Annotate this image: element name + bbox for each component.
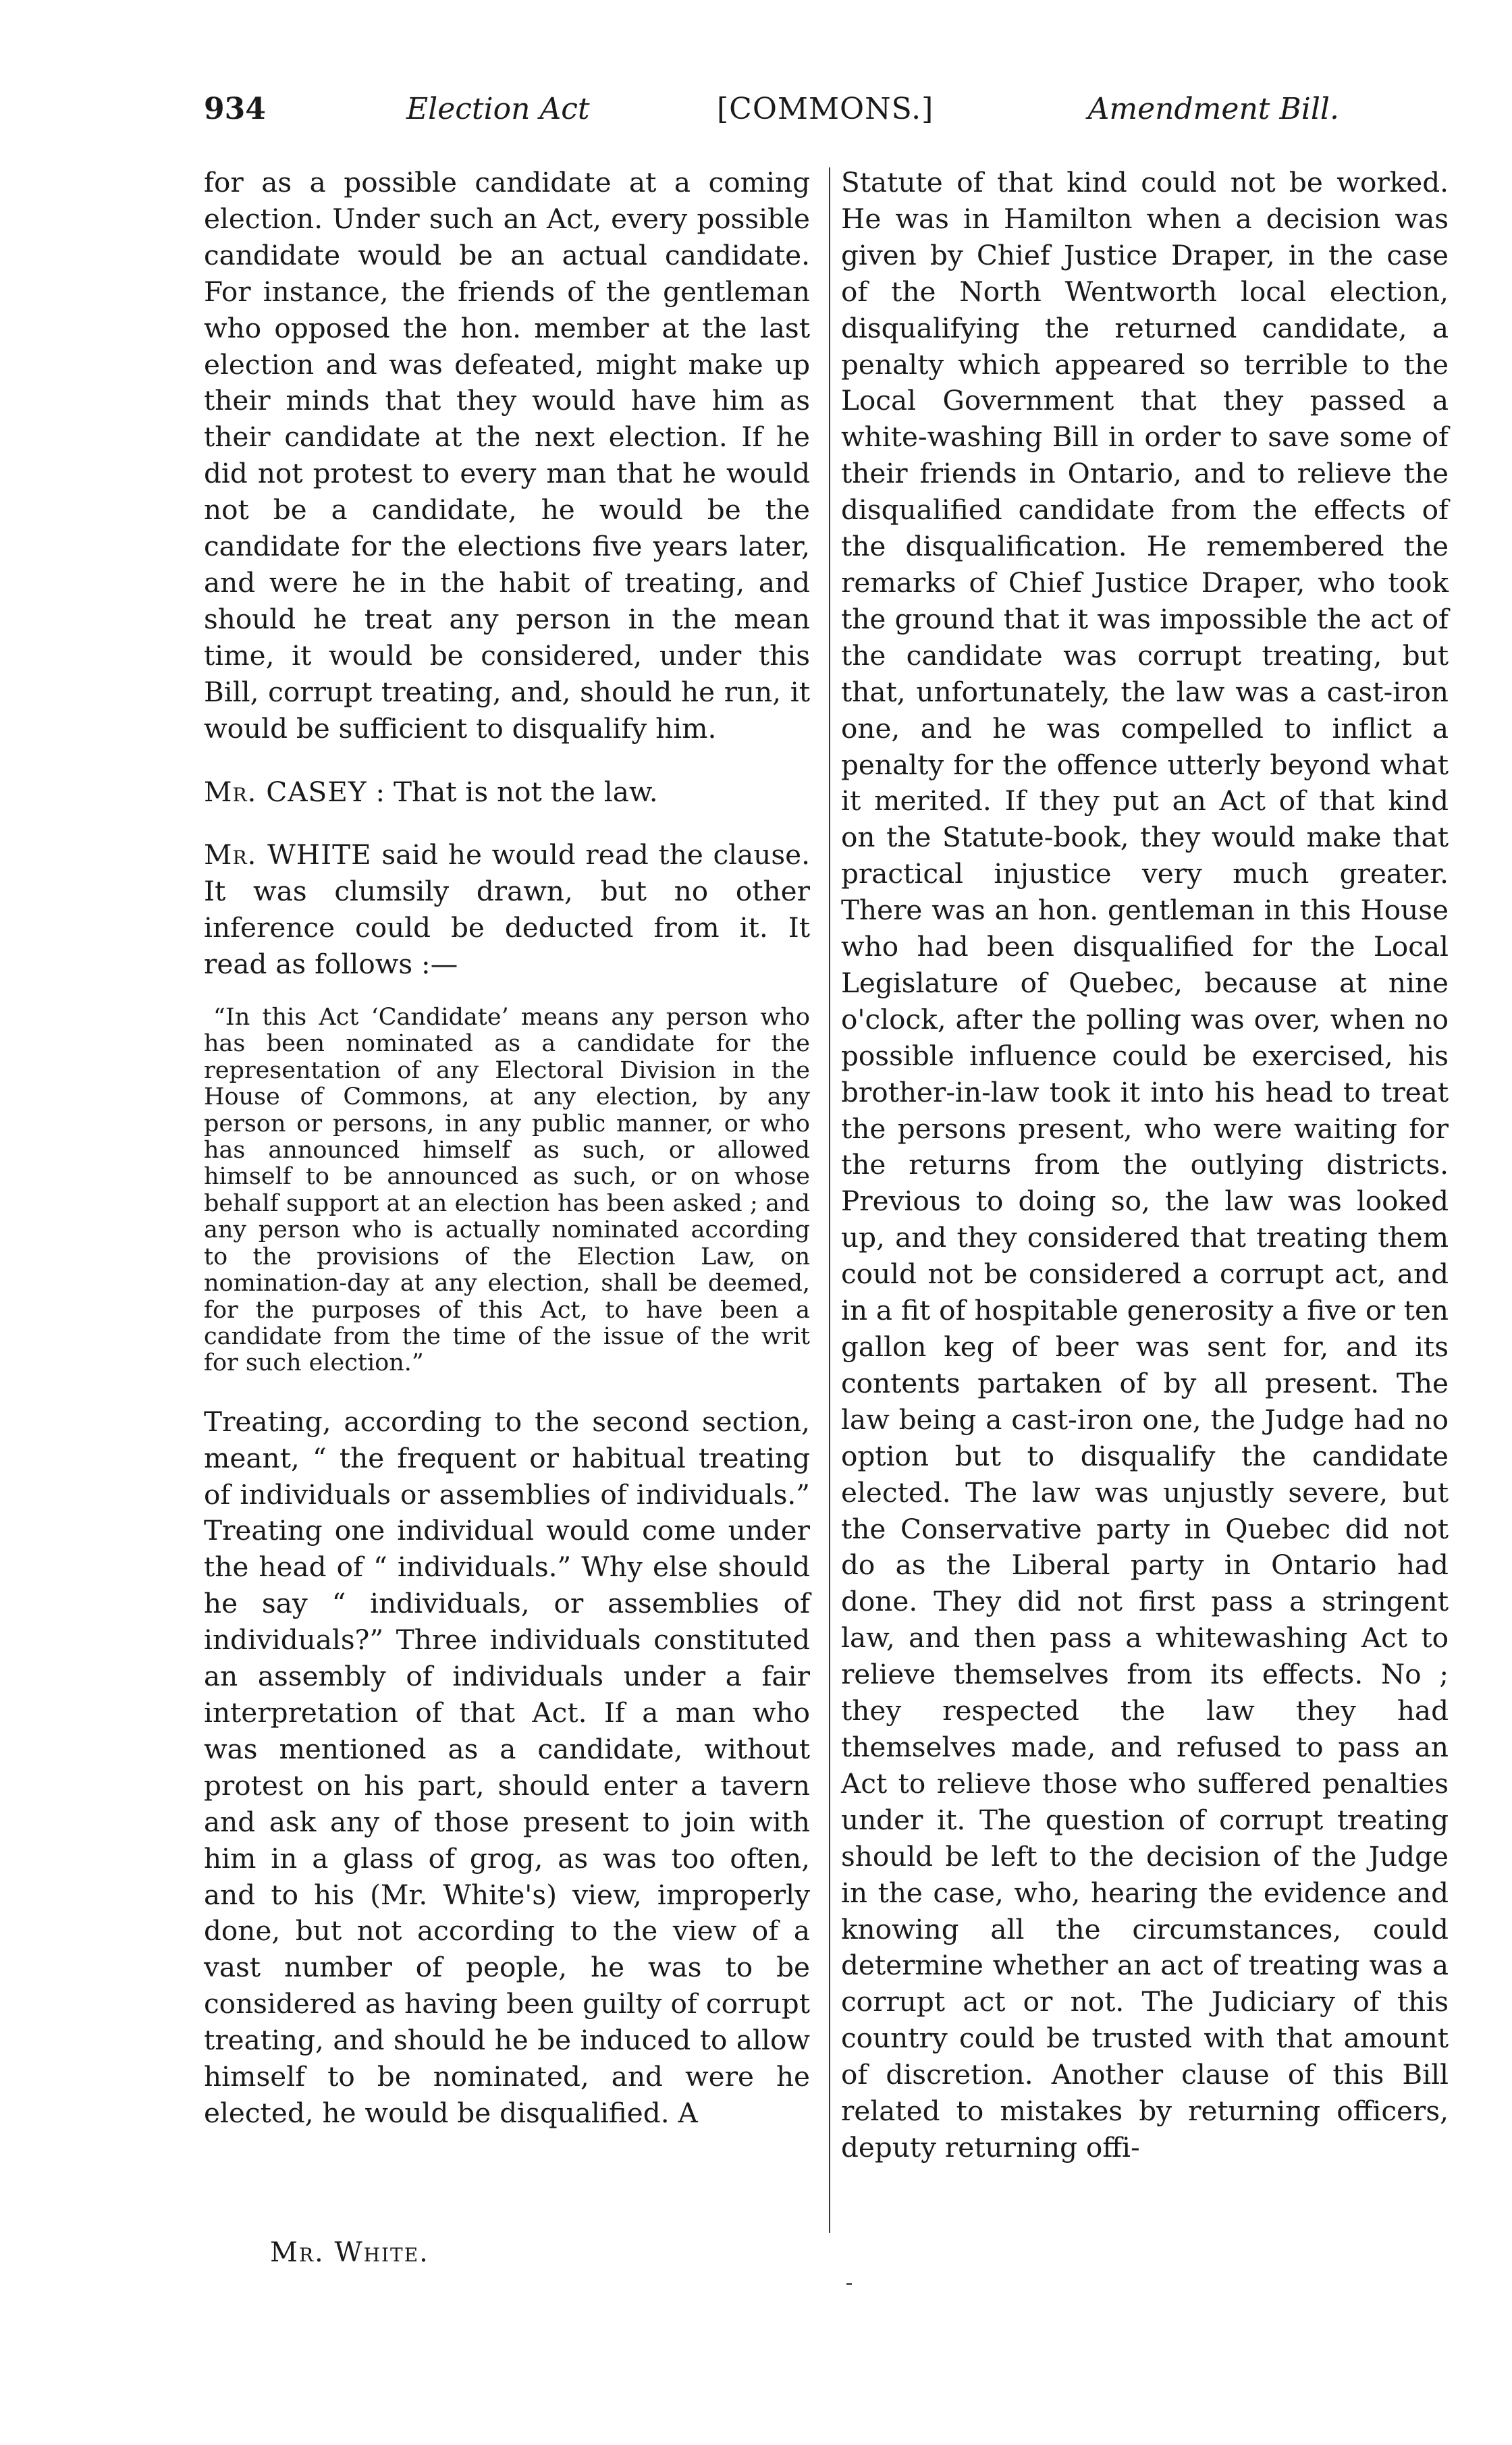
footer-tick-mark — [846, 2283, 852, 2285]
right-column — [841, 165, 1449, 2166]
left-paragraph-treating: Treating, according to the second section, meant, “ the frequent or habitual treating of individuals or assemblies of individuals.” Treating one individual would come under the head of “ individuals.” Why else should he say “ individuals, or assemblies of individuals?” Three individuals constituted an assembly of individuals under a fair interpretation of that Act. If a man who was mentioned as a candidate, without protest on his part, should enter a tavern and ask any of those present to join with him in a glass of grog, as was too often, and to his (Mr. White's) view, improperly done, but not according to the view of a vast number of people, he was to be considered as having been guilty of corrupt treating, and should he be induced to allow himself to be nominated, and were he elected, he would be disqualified. A — [204, 1405, 810, 2129]
speaker-white: Mr. WHITE — [204, 838, 372, 871]
white-remark-text: said he would read the clause. It was clumsily drawn, but no other inference could be deducted from it. It read as follows :— — [204, 838, 810, 981]
running-header — [204, 90, 1339, 128]
right-paragraph-1: Statute of that kind could not be worked. He was in Hamilton when a decision was given by Chief Justice Draper, in the case of the North Wentworth local election, disqualifying the returned candidate, a penalty which appeared so terrible to the Local Government that they passed a white-washing Bill in order to save some of their friends in Ontario, and to relieve the disqualified candidate from the effects of the disqualification. He remembered the remarks of Chief Justice Draper, who took the ground that it was impossible the act of the candidate was corrupt treating, but that, unfortunately, the law was a cast-iron one, and he was compelled to inflict a penalty for the offence utterly beyond what it merited. If they put an Act of that kind on the Statute-book, they would make that practical injustice very much greater. There was an hon. gentleman in this House who had been disqualified for the Local Legislature of Quebec, because at nine o'clock, after the polling was over, when no possible influence could be exercised, his brother-in-law took it into his head to treat the persons present, who were waiting for the returns from the outlying districts. Previous to doing so, the law was looked up, and they considered that treating them could not be considered a corrupt act, and in a fit of hospitable generosity a five or ten gallon keg of beer was sent for, and its contents partaken of by all present. The law being a cast-iron one, the Judge had no option but to disqualify the candidate elected. The law was unjustly severe, but the Conservative party in Quebec did not do as the Liberal party in Ontario had done. They did not first pass a stringent law, and then pass a whitewashing Act to relieve themselves from its effects. No ; they respected the law they had themselves made, and refused to pass an Act to relieve those who suffered penalties under it. The question of corrupt treating should be left to the decision of the Judge in the case, who, hearing the evidence and knowing all the circumstances, could determine whether an act of treating was a corrupt act or not. The Judiciary of this country could be trusted with that amount of discretion. Another clause of this Bill related to mistakes by returning officers, deputy returning offi- — [841, 166, 1449, 2164]
header-center-title: [COMMONS.] — [717, 92, 934, 126]
white-remark — [204, 837, 810, 983]
page-number: 934 — [204, 92, 266, 126]
speaker-casey: Mr. CASEY — [204, 775, 367, 808]
header-right-title: Amendment Bill. — [1087, 92, 1339, 126]
footer-speaker-name: Mr. White. — [270, 2237, 429, 2268]
column-divider — [829, 167, 830, 2233]
casey-remark-text: : That is not the law. — [375, 775, 658, 808]
left-paragraph-1: for as a possible candidate at a coming election. Under such an Act, every possible candidate would be an actual candidate. For instance, the friends of the gentleman who opposed the hon. member at the last election and was defeated, might make up their minds that they would have him as their candidate at the next election. If he did not protest to every man that he would not be a candidate, he would be the candidate for the elections five years later, and were he in the habit of treating, and should he treat any person in the mean time, it would be considered, under this Bill, corrupt treating, and, should he run, it would be sufficient to disqualify him. — [204, 166, 810, 745]
act-quotation: “In this Act ‘Candidate’ means any person who has been nominated as a candidate for the representation of any Electoral Division in the House of Commons, at any election, by any person or persons, in any public manner, or who has announced himself as such, or allowed himself to be announced as such, or on whose behalf support at an election has been asked ; and any person who is actually nominated according to the provisions of the Election Law, on nomination-day at any election, shall be deemed, for the purposes of this Act, to have been a candidate from the time of the issue of the writ for such election.” — [204, 1004, 810, 1377]
header-left-title: Election Act — [406, 92, 590, 126]
casey-remark — [204, 774, 810, 811]
left-column — [204, 165, 810, 2132]
